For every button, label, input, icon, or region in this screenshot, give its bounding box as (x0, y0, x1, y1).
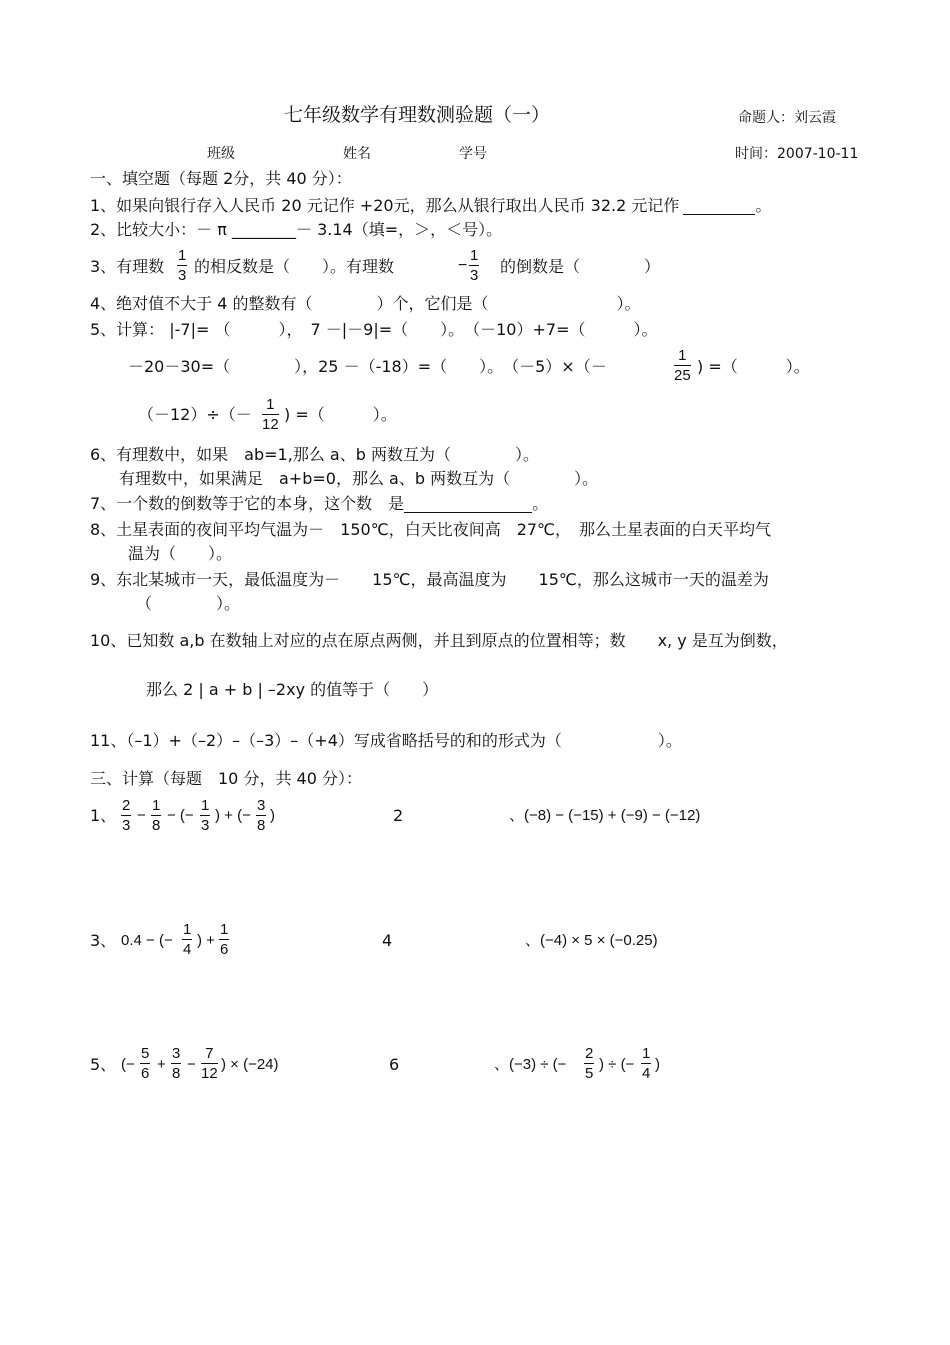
question-6-line-1: 6、有理数中，如果 ab=1,那么 a、b 两数互为（ ）。 (90, 445, 539, 464)
minus-sign: − (187, 1056, 196, 1073)
fraction-two-fifths: $\frac{2}{5}$ (585, 1045, 594, 1082)
operator-text: ) + (− (215, 807, 251, 824)
question-5-line-1: 5、计算： |-7|= （ ）， 7 －|－9|=（ ）。 （－10）+7=（ ）。 (90, 320, 658, 339)
question-text: 7、一个数的倒数等于它的本身，这个数 是 (90, 494, 405, 513)
problem-5-number: 5、 (90, 1055, 117, 1074)
student-id-label: 学号 (459, 146, 487, 162)
problem-3-lead: 0.4 − (− (121, 932, 173, 949)
question-5-line-2: －20－30=（ ），25 －（-18）=（ ）。 （－5）×（－ (128, 357, 607, 376)
plus-sign: + (157, 1056, 166, 1073)
page-title: 七年级数学有理数测验题（一） (284, 104, 551, 126)
name-label: 姓名 (343, 146, 371, 162)
question-5-line-2-end: ) =（ ）。 (697, 357, 810, 376)
fraction-three-eighths: $\frac{3}{8}$ (172, 1045, 181, 1082)
question-3-part-a: 3、有理数 (90, 257, 165, 276)
fraction-one-fourth: $\frac{1}{4}$ (183, 921, 192, 958)
question-2: 2、比较大小：－ π ________－ 3.14（填=，＞，＜号）。 (90, 220, 503, 239)
problem-1-number: 1、 (90, 806, 117, 825)
problem-6-number: 6 (389, 1055, 400, 1074)
problem-4-number: 4 (382, 931, 393, 950)
problem-6-lead: 、(−3) ÷ (− (494, 1056, 567, 1073)
answer-blank (683, 198, 755, 215)
question-9-line-2: （ ）。 (136, 594, 241, 613)
operator-text: − (− (167, 807, 194, 824)
operator-text: ) + (197, 932, 215, 949)
question-7 (90, 496, 548, 513)
minus-sign: − (137, 807, 146, 824)
fraction-one-twelfth: $\frac{1}{12}$ (262, 396, 279, 433)
fraction-three-eighths: $\frac{3}{8}$ (257, 797, 266, 834)
problem-2-expression: 、(−8) − (−15) + (−9) − (−12) (509, 807, 701, 824)
question-1 (90, 198, 771, 215)
fraction-one-third: $\frac{1}{3}$ (201, 797, 210, 834)
author: 命题人：刘云霞 (738, 110, 836, 126)
problem-4-expression: 、(−4) × 5 × (−0.25) (525, 932, 658, 949)
problem-6-middle: ) ÷ (− (599, 1056, 635, 1073)
question-8-line-1: 8、土星表面的夜间平均气温为－ 150℃，白天比夜间高 27℃， 那么土星表面的白天平均气 (90, 520, 772, 539)
fraction-one-twenty-fifth: $\frac{1}{25}$ (674, 347, 691, 384)
question-8-line-2: 温为（ ）。 (128, 544, 233, 563)
minus-sign: − (458, 257, 468, 274)
question-5-line-3: （－12）÷（－ (138, 405, 252, 424)
question-10-line-1: 10、已知数 a,b 在数轴上对应的点在原点两侧，并且到原点的位置相等；数 x, y 是互为倒数， (90, 631, 788, 650)
fraction-one-eighth: $\frac{1}{8}$ (152, 797, 161, 834)
section-heading-fill: 一、填空题（每题 2分，共 40 分）： (90, 169, 352, 188)
question-end: 。 (755, 196, 772, 215)
fraction-five-sixths: $\frac{5}{6}$ (141, 1045, 150, 1082)
fraction-one-sixth: $\frac{1}{6}$ (220, 921, 229, 958)
problem-5-tail: ) × (−24) (221, 1056, 279, 1073)
fraction-seven-twelfths: $\frac{7}{12}$ (201, 1045, 218, 1082)
fraction-one-third: $\frac{1}{3}$ (470, 247, 479, 284)
question-3-part-c: 的倒数是（ ） (500, 257, 661, 276)
fraction-one-fourth: $\frac{1}{4}$ (642, 1045, 651, 1082)
class-label: 班级 (207, 146, 235, 162)
question-5-line-3-end: ) =（ ）。 (284, 405, 397, 424)
open-paren: (− (121, 1056, 135, 1073)
answer-blank (404, 496, 532, 513)
question-text: 1、如果向银行存入人民币 20 元记作 +20元，那么从银行取出人民币 32.2 元记作 (90, 196, 680, 215)
exam-date: 时间：2007-10-11 (735, 146, 859, 162)
problem-3-number: 3、 (90, 931, 117, 950)
question-6-line-2: 有理数中，如果满足 a+b=0，那么 a、b 两数互为（ ）。 (119, 469, 599, 488)
close-paren: ) (270, 807, 275, 824)
question-end: 。 (532, 494, 549, 513)
question-10-line-2: 那么 2 | a + b | –2xy 的值等于（ ） (146, 680, 439, 699)
problem-2-number: 2 (393, 806, 404, 825)
question-9-line-1: 9、东北某城市一天，最低温度为－ 15℃，最高温度为 15℃，那么这城市一天的温差为 (90, 570, 769, 589)
question-11: 11、（–1）+（–2）–（–3）–（+4）写成省略括号的和的形式为（ ）。 (90, 731, 682, 750)
fraction-two-thirds: $\frac{2}{3}$ (122, 797, 131, 834)
question-4: 4、绝对值不大于 4 的整数有（ ）个，它们是（ ）。 (90, 294, 641, 313)
problem-6-end: ) (655, 1056, 660, 1073)
question-3-part-b: 的相反数是（ ）。有理数 (194, 257, 395, 276)
fraction-one-third: $\frac{1}{3}$ (178, 247, 187, 284)
section-heading-compute: 三、计算（每题 10 分，共 40 分）： (90, 769, 362, 788)
